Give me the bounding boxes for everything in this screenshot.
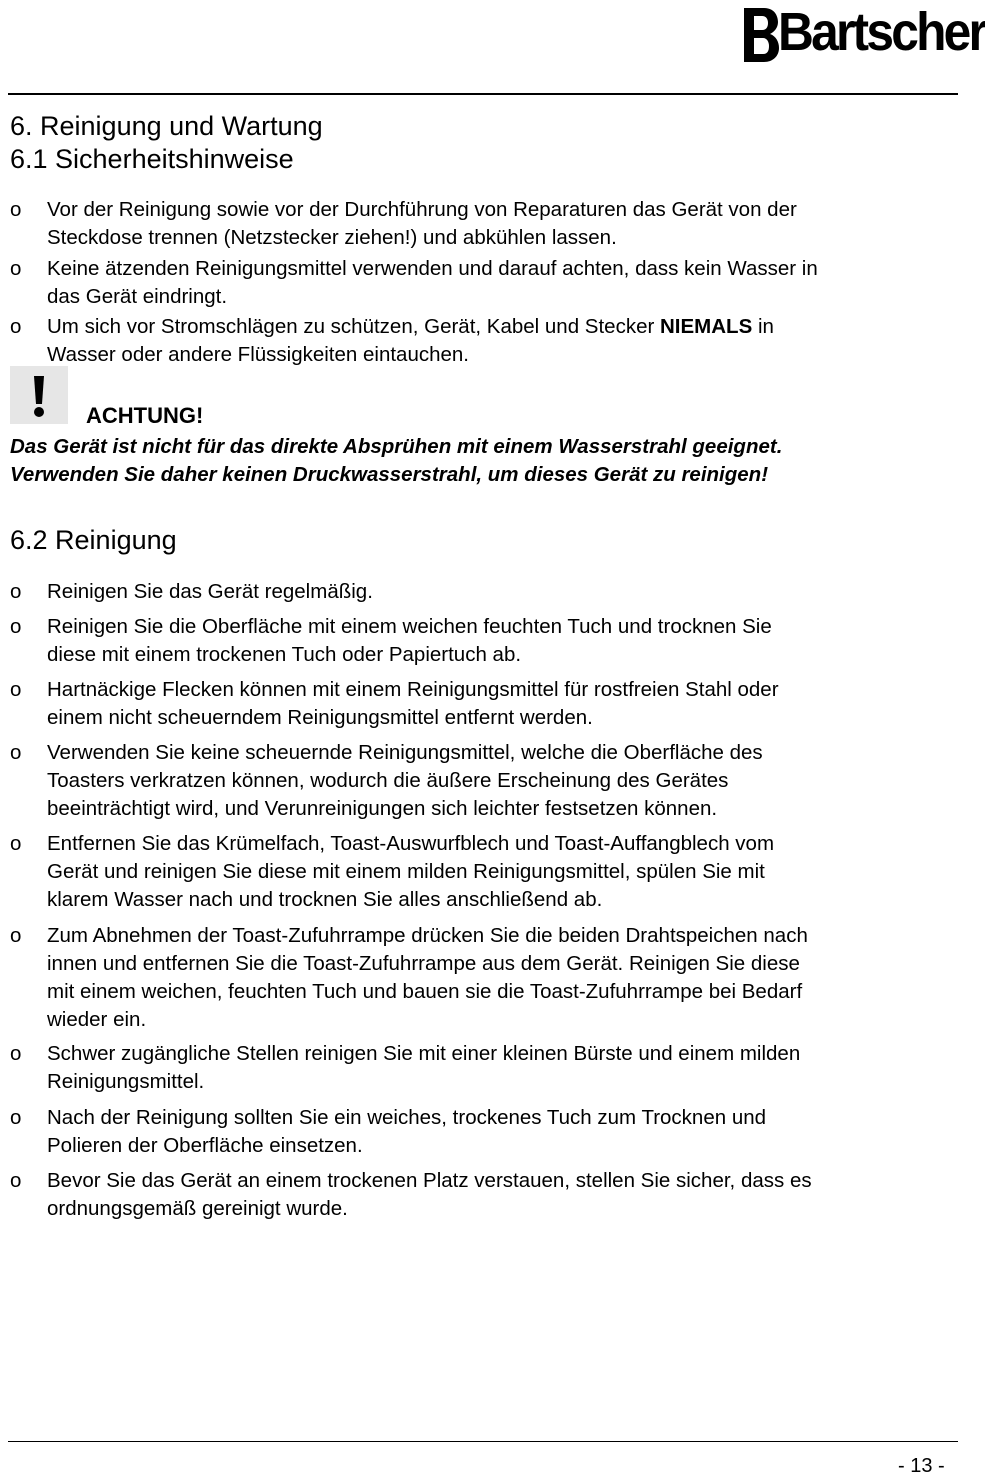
logo-b-mark	[742, 6, 780, 64]
item-line: Hartnäckige Flecken können mit einem Reinigungsmittel für rostfreien Stahl oder	[47, 678, 779, 701]
item-line: Zum Abnehmen der Toast-Zufuhrrampe drücken Sie die beiden Drahtspeichen nach	[47, 924, 808, 947]
warning-icon	[10, 366, 68, 424]
item-line: Nach der Reinigung sollten Sie ein weiches, trockenes Tuch zum Trocknen und	[47, 1106, 767, 1129]
warning-title: ACHTUNG!	[86, 403, 204, 428]
bullet: o	[10, 1042, 22, 1065]
item-line: innen und entfernen Sie die Toast-Zufuhrrampe aus dem Gerät. Reinigen Sie diese	[47, 952, 800, 975]
cleaning-title: 6.2 Reinigung	[10, 525, 177, 555]
bullet: o	[10, 257, 22, 280]
bullet: o	[10, 832, 22, 855]
warning-line: Verwenden Sie daher keinen Druckwasserstrahl, um dieses Gerät zu reinigen!	[10, 463, 769, 486]
bullet: o	[10, 741, 22, 764]
item-line: Schwer zugängliche Stellen reinigen Sie mit einer kleinen Bürste und einem milden	[47, 1042, 801, 1065]
item-line: Toasters verkratzen können, wodurch die äußere Erscheinung des Gerätes	[47, 769, 729, 792]
item-line: Entfernen Sie das Krümelfach, Toast-Auswurfblech und Toast-Auffangblech vom	[47, 832, 775, 855]
bullet: o	[10, 1106, 22, 1129]
bullet: o	[10, 198, 22, 221]
bullet: o	[10, 580, 22, 603]
item-line: Keine ätzenden Reinigungsmittel verwenden und darauf achten, dass kein Wasser in	[47, 257, 818, 280]
item-text: Um sich vor Stromschlägen zu schützen, Gerät, Kabel und Stecker	[47, 315, 660, 338]
item-line: Reinigungsmittel.	[47, 1070, 205, 1093]
item-line: mit einem weichen, feuchten Tuch und bauen sie die Toast-Zufuhrrampe bei Bedarf	[47, 980, 803, 1003]
item-line: Reinigen Sie das Gerät regelmäßig.	[47, 580, 373, 603]
item-line: Verwenden Sie keine scheuernde Reinigungsmittel, welche die Oberfläche des	[47, 741, 763, 764]
footer-rule	[8, 1441, 958, 1442]
item-line: wieder ein.	[47, 1008, 147, 1031]
bullet: o	[10, 1169, 22, 1192]
header-rule	[8, 93, 958, 95]
page-number: - 13 -	[898, 1455, 945, 1477]
item-line: Gerät und reinigen Sie diese mit einem milden Reinigungsmittel, spülen Sie mit	[47, 860, 765, 883]
warning-text	[10, 433, 782, 489]
section-title: 6. Reinigung und Wartung	[10, 111, 323, 141]
item-text: in	[752, 315, 774, 338]
emphasis-niemals: NIEMALS	[660, 315, 753, 338]
item-line: Vor der Reinigung sowie vor der Durchführung von Reparaturen das Gerät von der	[47, 198, 797, 221]
bullet: o	[10, 615, 22, 638]
bullet: o	[10, 315, 22, 338]
bullet: o	[10, 678, 22, 701]
item-line: Steckdose trennen (Netzstecker ziehen!) und abkühlen lassen.	[47, 226, 617, 249]
bullet: o	[10, 924, 22, 947]
warning-line: Das Gerät ist nicht für das direkte Absprühen mit einem Wasserstrahl geeignet.	[10, 435, 783, 458]
safety-title: 6.1 Sicherheitshinweise	[10, 144, 294, 174]
item-line	[47, 313, 957, 341]
item-line: das Gerät eindringt.	[47, 285, 228, 308]
item-line: Bevor Sie das Gerät an einem trockenen Platz verstauen, stellen Sie sicher, dass es	[47, 1169, 812, 1192]
item-line: klarem Wasser nach und trocknen Sie alles anschließend ab.	[47, 888, 603, 911]
item-line: beeinträchtigt wird, und Verunreinigungen sich leichter festsetzen können.	[47, 797, 718, 820]
item-line: Wasser oder andere Flüssigkeiten eintauchen.	[47, 343, 470, 366]
logo-wordmark: Bartscher	[778, 2, 985, 62]
item-line: Polieren der Oberfläche einsetzen.	[47, 1134, 363, 1157]
item-line: diese mit einem trockenen Tuch oder Papiertuch ab.	[47, 643, 522, 666]
item-line: ordnungsgemäß gereinigt wurde.	[47, 1197, 348, 1220]
item-line: Reinigen Sie die Oberfläche mit einem weichen feuchten Tuch und trocknen Sie	[47, 615, 772, 638]
item-line: einem nicht scheuerndem Reinigungsmittel entfernt werden.	[47, 706, 593, 729]
bartscher-logo	[742, 2, 985, 70]
